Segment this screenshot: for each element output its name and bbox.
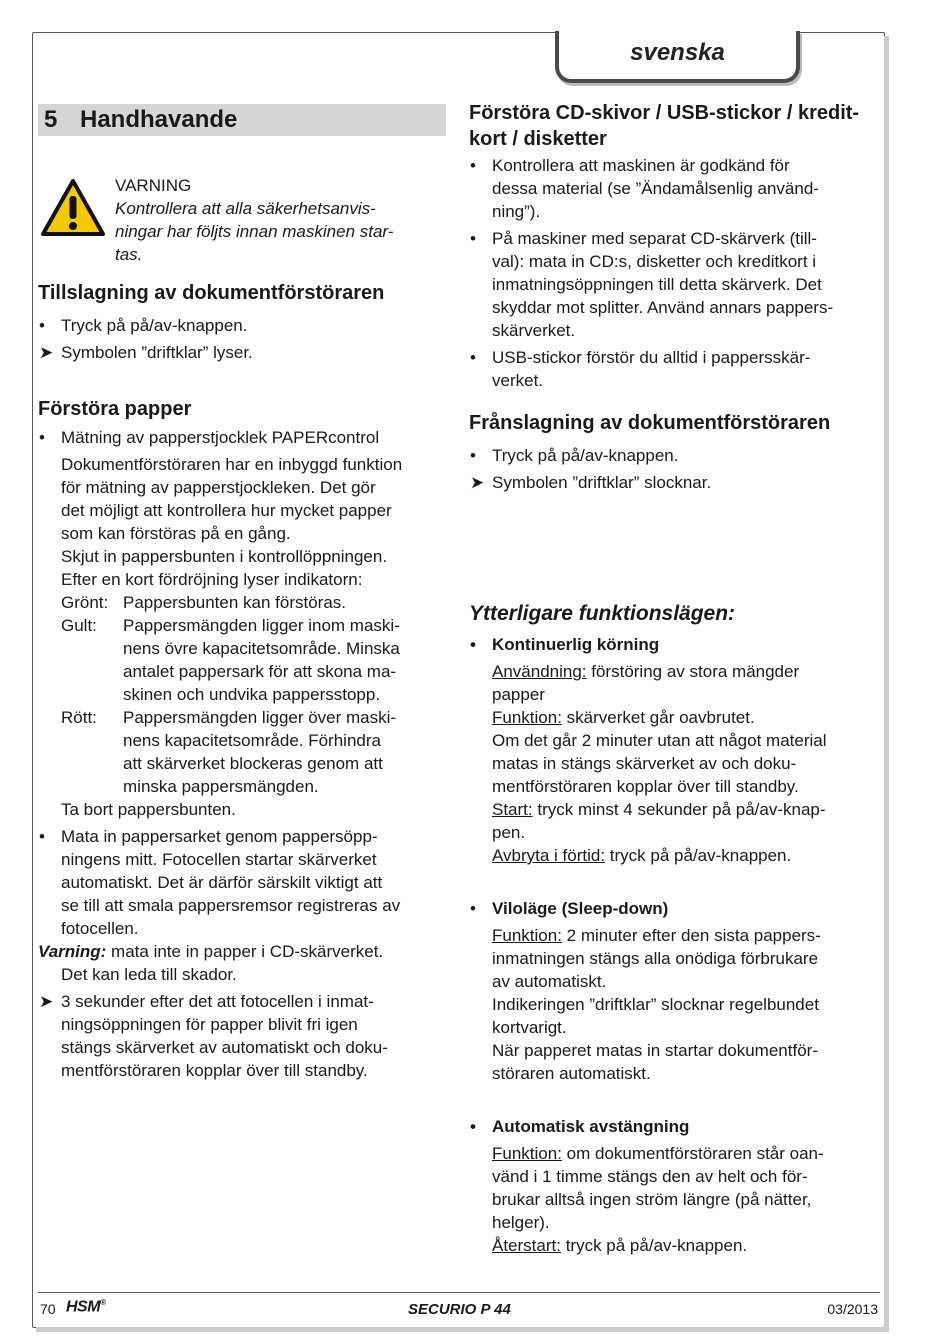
edition-date: 03/2013 (827, 1301, 878, 1317)
paragraph: Ta bort pappersbunten. (61, 800, 236, 819)
warning-text (115, 197, 435, 266)
bullet-icon: • (39, 316, 45, 335)
list-item: • På maskiner med separat CD-skärverk (till- val): mata in CD:s, disketter och kreditkort i inmatningsöppningen till detta skärverk. Det skyddar mot splitter. Använd annars pappers- skärverket. (470, 229, 834, 340)
page-footer (38, 1292, 880, 1323)
result-item: ➤ Symbolen ”driftklar” slocknar. (470, 473, 712, 492)
indicator-yellow: Gult: Pappersmängden ligger inom maski- nens övre kapacitetsområde. Minska antalet pappersark för att skona ma- skinen och undvika pappersstopp. (61, 616, 400, 704)
result-item: ➤ Symbolen ”driftklar” lyser. (39, 343, 253, 362)
arrow-right-icon: ➤ (39, 343, 54, 362)
bullet-icon: • (470, 348, 476, 367)
list-item: • USB-stickor förstör du alltid i pappersskär- verket. (470, 348, 811, 390)
section-heading-power-on: Tillslagning av dokumentförstöraren (38, 282, 385, 304)
result-item: ➤ 3 sekunder efter det att fotocellen i inmat- ningsöppningen för papper blivit fri igen stängs skärverket av automatiskt och doku- mentförstöraren kopplar över till standby. (39, 992, 388, 1080)
left-column (38, 104, 448, 1082)
list-item: • Tryck på på/av-knappen. (470, 446, 679, 465)
page-shadow-right (884, 36, 889, 1332)
page-shadow-bottom (36, 1327, 889, 1332)
indicator-green: Grönt: Pappersbunten kan förstöras. (61, 593, 347, 612)
list-item: • Kontrollera att maskinen är godkänd för dessa material (se ”Ändamålsenlig använd- ning”). (470, 156, 819, 221)
bullet-icon: • (470, 899, 476, 918)
mode-sleep-down: • Viloläge (Sleep-down) Funktion: 2 minuter efter den sista pappers- inmatningen stängs alla onödiga förbrukare av automatiskt. Indikeringen ”driftklar” slocknar regelbundet kortvarigt. När papperet matas in startar dokumentför- störaren automatiskt. (470, 899, 821, 1083)
list-item: • Mätning av papperstjocklek PAPERcontrol (39, 428, 380, 447)
page-number: 70 (40, 1301, 56, 1317)
bullet-icon: • (470, 156, 476, 175)
language-label: svenska (630, 39, 725, 66)
warning-triangle-icon (40, 178, 106, 238)
warning-note: Varning: mata inte in papper i CD-skärverket. (38, 942, 384, 961)
section-heading-modes: Ytterligare funktionslägen: (469, 602, 736, 625)
bullet-icon: • (39, 827, 45, 846)
hsm-logo: HSM® (66, 1298, 106, 1316)
mode-auto-off: • Automatisk avstängning Funktion: om dokumentförstöraren står oan- vänd i 1 timme stängs den av helt och för- brukar alltså ingen ström längre (på nätter, helger). Återstart: tryck på på/av-knappen. (470, 1117, 824, 1255)
section-heading-shred-paper: Förstöra papper (38, 398, 192, 420)
chapter-number: 5 (44, 106, 58, 133)
warning-note-cont: Det kan leda till skador. (61, 965, 237, 984)
warning-box (38, 136, 448, 264)
indicator-red: Rött: Pappersmängden ligger över maski- nens kapacitetsområde. Förhindra att skärverket blockeras genom att minska pappersmängden. (61, 708, 397, 796)
mode-continuous: • Kontinuerlig körning Användning: förstöring av stora mängder papper Funktion: skärverket går oavbrutet. Om det går 2 minuter utan att något material matas in stängs skärverket av och doku- mentförstöraren kopplar över till standby. Start: tryck minst 4 sekunder på på/av-knap- pen. Avbryta i förtid: tryck på på/av-knappen. (470, 635, 827, 865)
paragraph: Dokumentförstöraren har en inbyggd funktion för mätning av papperstjockleken. Det gör det möjligt att kontrollera hur mycket papper som kan förstöras på en gång. Skjut in pappersbunten i kontrollöppningen. Efter en kort fördröjning lyser indikatorn: (61, 455, 403, 589)
warning-line: Kontrollera att alla säkerhetsanvis- (115, 199, 376, 218)
arrow-right-icon: ➤ (39, 992, 54, 1011)
list-item: • Tryck på på/av-knappen. (39, 316, 248, 335)
bullet-icon: • (39, 428, 45, 447)
product-name: SECURIO P 44 (408, 1301, 511, 1318)
arrow-right-icon: ➤ (470, 473, 485, 492)
language-tab (555, 31, 800, 83)
warning-line: ningar har följts innan maskinen star- (115, 222, 394, 241)
bullet-icon: • (470, 229, 476, 248)
bullet-icon: • (470, 635, 476, 654)
warning-line: tas. (115, 245, 143, 264)
warning-title: VARNING (115, 176, 192, 195)
section-heading-shred-media: Förstöra CD-skivor / USB-stickor / kredit- kort / disketter (469, 102, 860, 150)
chapter-heading (38, 104, 446, 136)
bullet-icon: • (470, 1117, 476, 1136)
right-column (469, 100, 879, 1257)
section-heading-power-off: Frånslagning av dokumentförstöraren (469, 412, 831, 434)
list-item: • Mata in pappersarket genom pappersöpp- ningens mitt. Fotocellen startar skärverket automatiskt. Det är därför särskilt viktigt att se till att smala pappersremsor registreras av fotocellen. (39, 827, 401, 938)
chapter-title: Handhavande (80, 106, 238, 133)
bullet-icon: • (470, 446, 476, 465)
